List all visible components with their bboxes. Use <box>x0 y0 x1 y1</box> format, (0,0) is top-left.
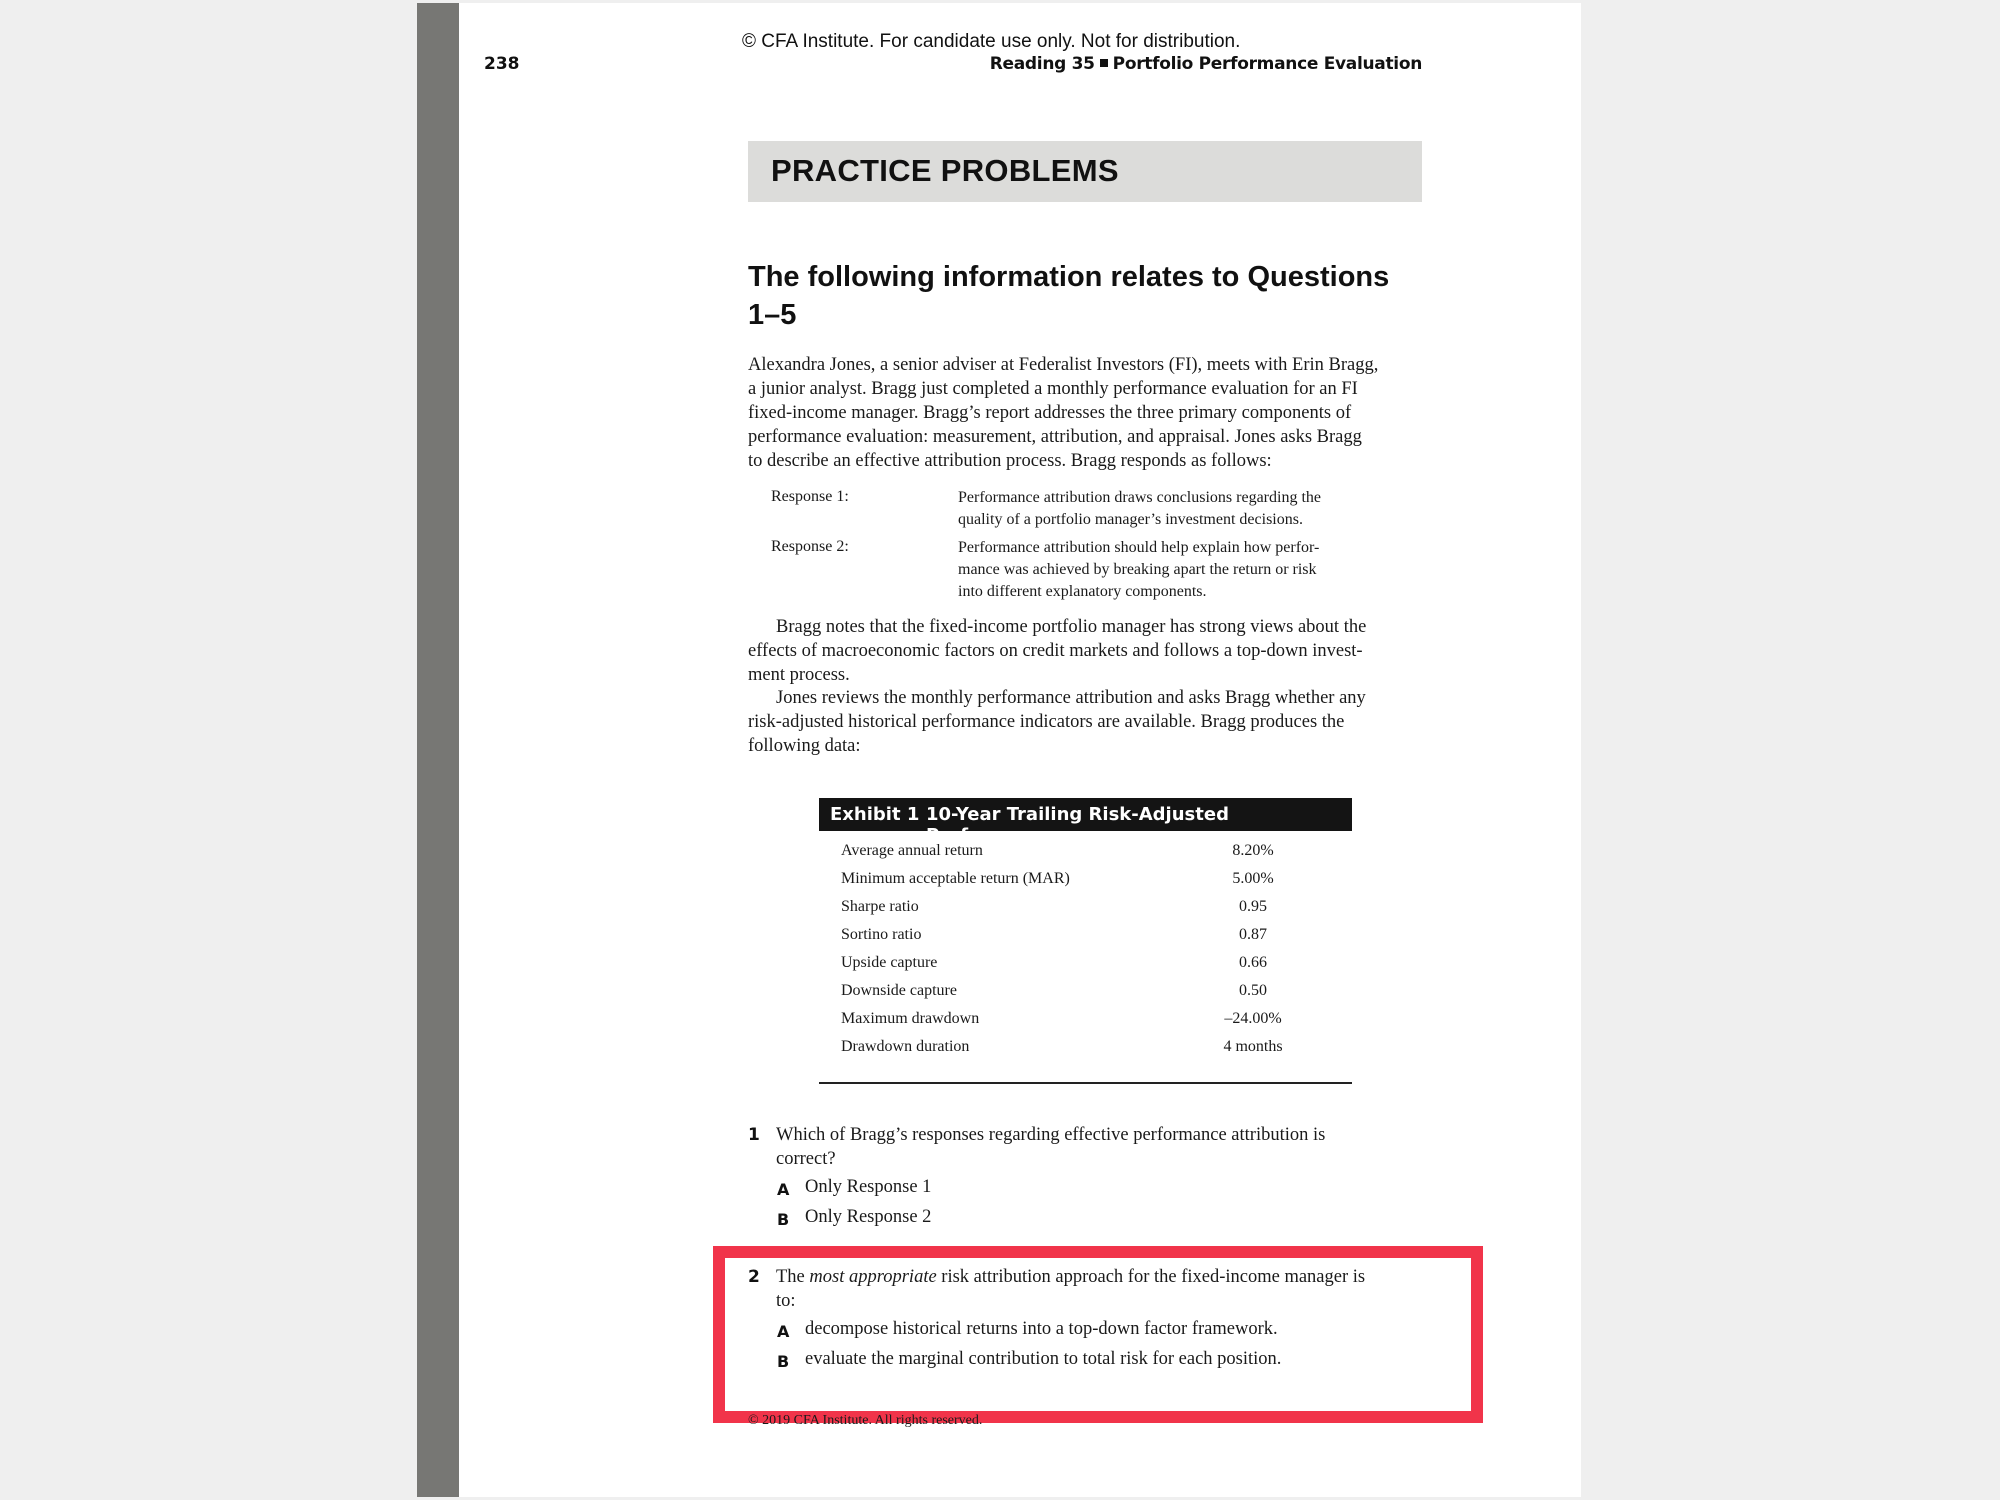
paragraph-line: ment process. <box>748 665 850 685</box>
exhibit-row-name: Average annual return <box>841 842 983 859</box>
exhibit-row-name: Drawdown duration <box>841 1038 970 1055</box>
exhibit-row-value: 0.66 <box>1239 954 1267 971</box>
page-number: 238 <box>484 54 520 74</box>
exhibit-row-name: Minimum acceptable return (MAR) <box>841 870 1070 887</box>
exhibit-row-value: 0.50 <box>1239 982 1267 999</box>
response-2-line: Performance attribution should help explain how perfor- <box>958 539 1320 556</box>
footer-copyright: © 2019 CFA Institute. All rights reserved. <box>748 1413 983 1428</box>
question-2-prefix: The <box>776 1267 810 1287</box>
question-2-line <box>776 1265 1365 1289</box>
paragraph-line: effects of macroeconomic factors on credit markets and follows a top-down invest- <box>748 641 1363 661</box>
exhibit-row-name: Sharpe ratio <box>841 898 919 915</box>
response-2-line: mance was achieved by breaking apart the return or risk <box>958 561 1317 578</box>
question-1-line: correct? <box>776 1149 836 1169</box>
intro-line: performance evaluation: measurement, attribution, and appraisal. Jones asks Bragg <box>748 427 1362 447</box>
reading-title: Portfolio Performance Evaluation <box>1112 54 1422 74</box>
exhibit-row-value: –24.00% <box>1224 1010 1282 1027</box>
section-heading: The following information relates to Questions 1–5 <box>748 261 1390 331</box>
intro-line: fixed-income manager. Bragg’s report addresses the three primary components of <box>748 403 1352 423</box>
q2-option-text: decompose historical returns into a top-down factor framework. <box>805 1319 1278 1339</box>
copyright-notice: © CFA Institute. For candidate use only. Not for distribution. <box>742 31 1241 52</box>
paragraph-line: Jones reviews the monthly performance attribution and asks Bragg whether any <box>776 688 1366 708</box>
paragraph-line: following data: <box>748 736 861 756</box>
q2-option-text: evaluate the marginal contribution to total risk for each position. <box>805 1349 1282 1369</box>
response-1-label: Response 1: <box>771 488 849 505</box>
exhibit-row-value: 0.95 <box>1239 898 1267 915</box>
question-2-suffix: risk attribution approach for the fixed-income manager is <box>936 1267 1366 1287</box>
question-1-line: Which of Bragg’s responses regarding effective performance attribution is <box>776 1125 1326 1145</box>
paragraph-line: Bragg notes that the fixed-income portfolio manager has strong views about the <box>776 617 1367 637</box>
exhibit-row-value: 8.20% <box>1232 842 1274 859</box>
intro-line: a junior analyst. Bragg just completed a monthly performance evaluation for an FI <box>748 379 1358 399</box>
question-2-line: to: <box>776 1291 796 1311</box>
banner-title: PRACTICE PROBLEMS <box>771 153 1119 188</box>
exhibit-label: Exhibit 1 <box>830 804 920 825</box>
exhibit-title: 10-Year Trailing Risk-Adjusted Performance <box>926 804 1229 846</box>
page-spine-bar <box>417 3 459 1497</box>
q1-option-text: Only Response 2 <box>805 1207 932 1227</box>
response-1-line: quality of a portfolio manager’s investment decisions. <box>958 511 1303 528</box>
exhibit-row-name: Sortino ratio <box>841 926 922 943</box>
response-2-line: into different explanatory components. <box>958 583 1207 600</box>
question-2-number: 2 <box>748 1267 760 1287</box>
intro-line: Alexandra Jones, a senior adviser at Federalist Investors (FI), meets with Erin Bragg, <box>748 355 1379 375</box>
question-2-emphasis: most appropriate <box>809 1267 937 1287</box>
q1-option-letter: A <box>777 1180 790 1199</box>
exhibit-row-name: Downside capture <box>841 982 957 999</box>
exhibit-row-name: Upside capture <box>841 954 938 971</box>
intro-line: to describe an effective attribution process. Bragg responds as follows: <box>748 451 1272 471</box>
reading-label: Reading 35 <box>989 54 1095 74</box>
running-head <box>990 54 1422 74</box>
q1-option-text: Only Response 1 <box>805 1177 932 1197</box>
response-1-line: Performance attribution draws conclusions regarding the <box>958 489 1321 506</box>
q1-option-letter: B <box>777 1210 790 1229</box>
exhibit-bottom-rule <box>819 1082 1352 1084</box>
practice-problems-banner <box>748 141 1422 202</box>
exhibit-header <box>819 798 1352 846</box>
exhibit-row-value: 0.87 <box>1239 926 1267 943</box>
exhibit-row-value: 5.00% <box>1232 870 1274 887</box>
question-1-number: 1 <box>748 1125 760 1145</box>
exhibit-row-value: 4 months <box>1223 1038 1283 1055</box>
q2-option-letter: B <box>777 1352 790 1371</box>
response-2-label: Response 2: <box>771 538 849 555</box>
q2-option-letter: A <box>777 1322 790 1341</box>
paragraph-line: risk-adjusted historical performance indicators are available. Bragg produces the <box>748 712 1345 732</box>
exhibit-row-name: Maximum drawdown <box>841 1010 980 1027</box>
square-bullet-icon <box>1100 59 1108 67</box>
